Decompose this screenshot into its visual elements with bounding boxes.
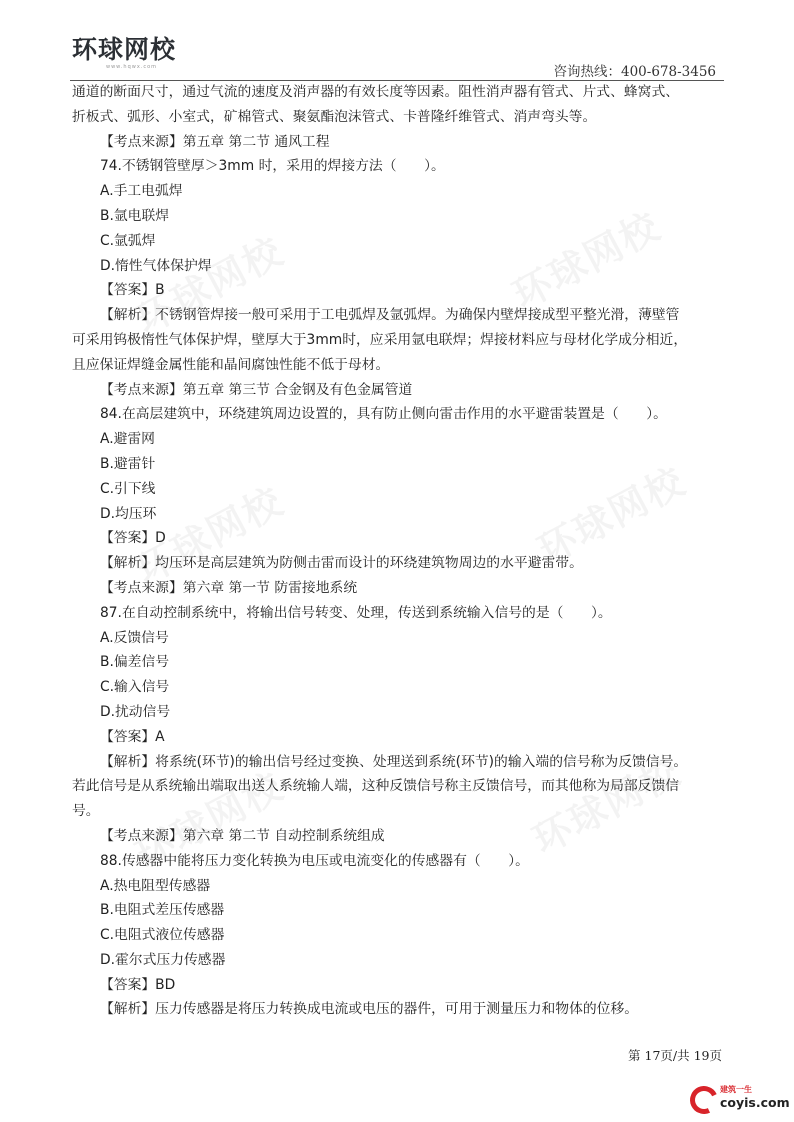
text-line: 【考点来源】第五章 第二节 通风工程 (100, 133, 330, 150)
text-line: 87.在自动控制系统中，将输出信号转变、处理，传送到系统输入信号的是（ ）。 (100, 604, 612, 621)
text-line: 且应保证焊缝金属性能和晶间腐蚀性能不低于母材。 (72, 356, 390, 373)
page-header (0, 0, 794, 84)
hotline-text: 咨询热线：400-678-3456 (553, 64, 716, 80)
page-number: 第 17页/共 19页 (628, 1048, 722, 1063)
text-line: 【考点来源】第六章 第一节 防雷接地系统 (100, 579, 358, 596)
text-line: 通道的断面尺寸，通过气流的速度及消声器的有效长度等因素。阻性消声器有管式、片式、蜂窝式、 (72, 84, 680, 100)
corner-tagline: 建筑一生 (720, 1085, 752, 1094)
text-line: D.惰性气体保护焊 (100, 257, 212, 274)
text-line: 折板式、弧形、小室式，矿棉管式、聚氨酯泡沫管式、卡普隆纤维管式、消声弯头等。 (72, 108, 597, 125)
text-line: C.电阻式液位传感器 (100, 927, 225, 944)
text-line: 74.不锈钢管壁厚＞3mm 时，采用的焊接方法（ ）。 (100, 158, 445, 175)
text-line: 【解析】不锈钢管焊接一般可采用于工电弧焊及氩弧焊。为确保内壁焊接成型平整光滑，薄壁管 (100, 307, 680, 324)
coyis-logo (690, 1082, 790, 1118)
document-body (72, 80, 724, 1022)
text-line: 【答案】A (100, 728, 165, 745)
text-line: 【答案】BD (100, 976, 176, 993)
logo-url: www.hqwx.com (106, 64, 158, 70)
text-line: B.偏差信号 (100, 654, 170, 671)
text-line: 【答案】B (100, 282, 165, 299)
text-line: B.氩电联焊 (100, 207, 170, 224)
c-logo-icon (686, 1082, 722, 1118)
text-line: C.氩弧焊 (100, 232, 156, 249)
text-line: B.避雷针 (100, 455, 156, 472)
text-line: 【解析】压力传感器是将压力转换成电流或电压的器件，可用于测量压力和物体的位移。 (100, 1001, 639, 1018)
text-line: 88.传感器中能将压力变化转换为电压或电流变化的传感器有（ ）。 (100, 852, 529, 869)
text-line: 号。 (72, 803, 100, 820)
text-line: A.手工电弧焊 (100, 183, 183, 200)
text-line: 【解析】将系统(环节)的输出信号经过变换、处理送到系统(环节)的输入端的信号称为反馈信号。 (100, 753, 688, 770)
text-line: A.热电阻型传感器 (100, 877, 211, 894)
text-line: B.电阻式差压传感器 (100, 902, 225, 919)
text-line: A.避雷网 (100, 431, 155, 448)
logo-text: 环球网校 (72, 35, 177, 64)
text-line: 若此信号是从系统输出端取出送人系统输人端，这种反馈信号称主反馈信号，而其他称为局部反馈信 (72, 778, 680, 795)
text-line: C.输入信号 (100, 679, 170, 696)
text-line: C.引下线 (100, 480, 156, 497)
text-line: 可采用钨极惰性气体保护焊，壁厚大于3mm时，应采用氩电联焊；焊接材料应与母材化学成分相近， (72, 331, 688, 348)
text-line: D.扰动信号 (100, 703, 171, 720)
text-line: 【考点来源】第五章 第三节 合金钢及有色金属管道 (100, 381, 413, 398)
text-line: A.反馈信号 (100, 629, 169, 646)
text-line: D.均压环 (100, 505, 157, 522)
text-line: 【考点来源】第六章 第二节 自动控制系统组成 (100, 827, 385, 844)
corner-domain: coyis.com (720, 1095, 790, 1110)
text-line: 【答案】D (100, 530, 166, 547)
text-line: 84.在高层建筑中，环绕建筑周边设置的，具有防止侧向雷击作用的水平避雷装置是（ ）。 (100, 406, 667, 423)
text-line: D.霍尔式压力传感器 (100, 951, 226, 968)
hqwx-logo (72, 36, 190, 72)
text-line: 【解析】均压环是高层建筑为防侧击雷而设计的环绕建筑物周边的水平避雷带。 (100, 555, 583, 572)
